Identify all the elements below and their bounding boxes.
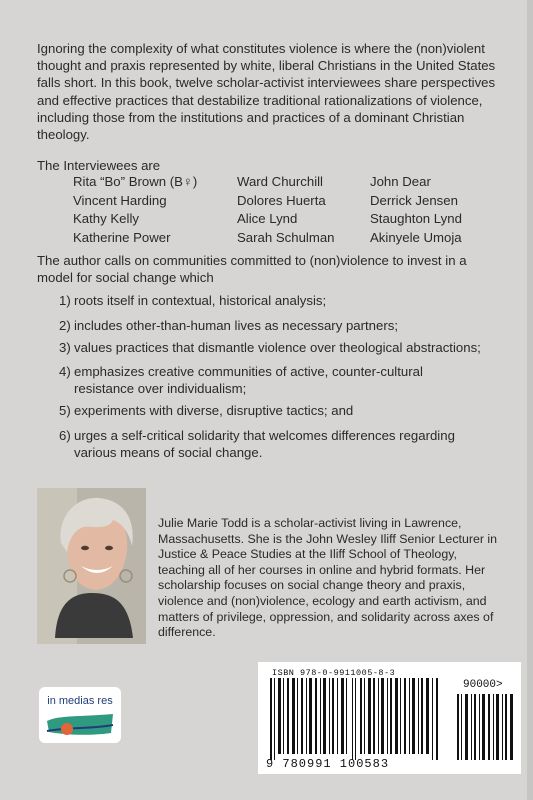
author-photo: [37, 488, 146, 644]
calls-paragraph: The author calls on communities committed to (non)violence to invest in a model for social change which: [37, 253, 467, 286]
interviewees-column-2: [237, 173, 335, 247]
interviewee-name: Vincent Harding: [73, 192, 167, 208]
list-item: [59, 339, 499, 356]
interviewee-name: John Dear: [370, 174, 431, 189]
list-text: includes other-than-human lives as necessary partners;: [74, 318, 398, 333]
interviewee-name: Alice Lynd: [237, 211, 298, 227]
interviewee-name: Sarah Schulman: [237, 229, 335, 245]
interviewee-name: Rita “Bo” Brown (B♀): [73, 174, 198, 189]
interviewee-name: Staughton Lynd: [370, 211, 462, 227]
addon-barcode-bars: [455, 694, 517, 760]
interviewee-name: Katherine Power: [73, 229, 171, 245]
interviewee-name: Kathy Kelly: [73, 211, 139, 227]
intro-paragraph: Ignoring the complexity of what constitutes violence is where the (non)violent thought and praxis represented by white, liberal Christians in the United States falls short. In this book, twelve scholar-activist interviewees share perspectives and effective practices that destabilize traditional rationalizations of violence, including those from the institutions and practices of a dominant Christian theology.: [37, 41, 496, 143]
list-text: experiments with diverse, disruptive tactics; and: [74, 403, 354, 418]
list-item: [59, 402, 499, 419]
interviewees-column-3: [370, 173, 462, 247]
publisher-logo: [39, 687, 121, 743]
list-number: 3): [59, 340, 71, 355]
list-item: [59, 427, 499, 461]
price-code: 90000>: [463, 679, 503, 691]
author-portrait-illustration: [37, 488, 146, 644]
list-number: 4): [59, 364, 71, 379]
interviewee-name: Derrick Jensen: [370, 192, 458, 208]
list-item: [59, 363, 499, 397]
cover-edge: [527, 0, 533, 800]
list-number: 2): [59, 318, 71, 333]
isbn-text: ISBN 978-0-9911005-8-3: [272, 668, 396, 678]
list-item: [59, 317, 499, 334]
interviewee-name: Ward Churchill: [237, 174, 323, 189]
interviewee-name: Akinyele Umoja: [370, 229, 462, 245]
barcode-bars: [268, 678, 448, 760]
list-text: urges a self-critical solidarity that welcomes differences regarding various means of social change.: [74, 428, 455, 460]
list-text: emphasizes creative communities of active, counter-cultural resistance over individualism;: [74, 364, 423, 396]
list-text: values practices that dismantle violence over theological abstractions;: [74, 340, 481, 355]
barcode-block: [258, 662, 521, 774]
publisher-logo-mark: [39, 687, 121, 743]
interviewees-column-1: [73, 173, 197, 247]
interviewees-label: The Interviewees are: [37, 158, 161, 173]
author-bio: Julie Marie Todd is a scholar-activist living in Lawrence, Massachusetts. She is the John Wesley Iliff Senior Lecturer in Justice & Peace Studies at the Iliff School of Theology, teaching all of her courses in online and hybrid formats. Her scholarship focuses on social change theory and praxis, violence and (non)violence, ecology and earth activism, and matters of privilege, oppression, and solidarity across axes of difference.: [158, 516, 498, 640]
interviewee-name: Dolores Huerta: [237, 192, 326, 208]
publisher-logo-text: in medias res: [47, 695, 113, 707]
list-item: [59, 292, 499, 309]
list-number: 6): [59, 428, 71, 443]
list-number: 5): [59, 403, 71, 418]
list-number: 1): [59, 293, 71, 308]
list-text: roots itself in contextual, historical analysis;: [74, 293, 327, 308]
barcode-number: 9 780991 100583: [266, 757, 390, 771]
